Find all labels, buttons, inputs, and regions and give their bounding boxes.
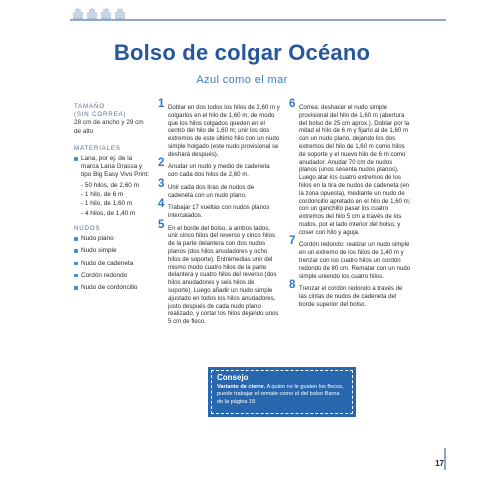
tip-lead: Variante de cierre.	[217, 384, 266, 390]
size-heading: TAMAÑO	[74, 103, 105, 110]
size-subheading: (SIN CORREA)	[74, 111, 127, 119]
knot-label: Nudo de cordoncillo	[81, 284, 138, 292]
knot-label: Nudo de cadeneta	[81, 259, 134, 267]
step-number: 7	[289, 235, 296, 248]
step-number: 5	[158, 218, 165, 231]
step-7	[289, 235, 411, 280]
step-text: En el borde del bolso, a ambos lados, unir cinco hilos del reverso y cinco hilos de la parte delantera con dos nudos planos (dos hilos anudadores y ocho hilos de soporte). Entremedias unir del mismo modo cuatro hilos de la parte delantera y cuatro hilos del reverso (dos hilos anudadores y seis hilos de soporte). Luego añadir un nudo simple ajustado en todos los hilos anudadores, justo después de cada nudo plano realizado, y cortar los hilos dejando unos 5 cm de fleco.	[168, 224, 279, 326]
step-3	[158, 177, 280, 200]
step-text: Doblar en dos todos los hilos de 2,60 m y colgarlos en el hilo de 1,60 m, de modo que los hilos colgados queden en el centro del hilo de 1,60 m; unir los dos extremos de este último hilo con un nudo simple holgado (este nudo provisional se deshará después).	[168, 104, 280, 158]
knots-heading: NUDOS	[74, 225, 101, 232]
step-text: Unir cada dos tiras de nudos de cadeneta con un nudo plano.	[168, 183, 255, 199]
steps-column-left	[158, 98, 280, 331]
step-text: Anudar un nudo y medio de cadeneta con cada dos hilos de 2,60 m.	[168, 163, 270, 179]
step-1	[158, 98, 280, 159]
step-text: Trenzar el cordón redondo a través de las cintas de nudos de cadeneta del borde superior del bolso.	[299, 285, 403, 308]
materials-column	[74, 103, 150, 296]
list-item	[74, 272, 150, 280]
step-number: 3	[158, 177, 165, 190]
materials-list	[74, 155, 150, 180]
step-2	[158, 157, 280, 179]
step-5	[158, 218, 280, 326]
list-item	[74, 155, 150, 180]
bottom-rule-vertical	[444, 448, 446, 470]
list-item: - 50 hilos, de 2,60 m	[81, 181, 139, 189]
list-item	[74, 235, 150, 243]
list-item: - 4 hilos, de 1,40 m	[81, 209, 136, 217]
bullet-icon	[74, 274, 78, 278]
step-text: Correa: deshacer el nudo simple provisional del hilo de 1,60 m (abertura del bolso de 25 cm aprox.). Doblar por la mitad el hilo de 6 m y fijarlo al de 1,60 m con un nudo plano, dejando los dos extremos del hilo de 1,60 m como hilos de soporte y el nuevo hilo de 6 m como anudador. Anudar 70 cm de nudos planos (unos sesenta nudos planos). Luego atar los cuatro extremos de los hilos en la tira de nudos de cadeneta (en la zona opuesta), mediante un nudo de cordoncillo apretado en el hilo de 1,60 m; con un ganchillo pasar los cuatro extremos del hilo 5 cm a través de los nudos, por el lado interior del bolso, y coser con hilo y aguja.	[299, 104, 411, 236]
step-number: 1	[158, 98, 165, 110]
top-rule	[70, 19, 446, 21]
page-title: Bolso de colgar Océano	[113, 40, 371, 65]
bullet-icon	[74, 157, 78, 161]
bullet-icon	[74, 286, 78, 290]
steps-column-right	[289, 98, 411, 313]
list-item	[74, 260, 150, 268]
knot-label: Nudo plano	[81, 235, 114, 243]
tip-inner	[214, 373, 350, 411]
step-text: Cordón redondo: realizar un nudo simple en un extremo de los hilos de 1,40 m y trenzar con los cuatro hilos un cordón redondo de 80 cm. Rematar con un nudo simple uniendo los cuatro hilos.	[299, 241, 411, 280]
bullet-icon	[74, 249, 78, 253]
step-8	[289, 279, 411, 308]
list-item	[74, 247, 150, 255]
step-4	[158, 198, 280, 220]
knots-list	[74, 235, 150, 292]
step-text: Trabajar 17 vueltas con nudos planos intercalados.	[168, 204, 270, 219]
tip-body: A quien no le gusten los flecos, puede trabajar el remate como el del bolso Barna de la página 18.	[217, 384, 344, 405]
knot-label: Nudo simple	[81, 247, 117, 255]
step-number: 4	[158, 198, 165, 211]
list-item: - 1 hilo, de 6 m	[81, 191, 124, 199]
materials-heading: MATERIALES	[74, 144, 121, 152]
tip-text	[214, 382, 350, 406]
step-6	[289, 98, 411, 237]
step-number: 8	[289, 279, 296, 292]
page-subtitle: Azul como el mar	[196, 74, 288, 86]
materials-sublist	[74, 182, 150, 218]
tip-box	[211, 370, 353, 414]
tip-heading: Consejo	[217, 373, 249, 382]
step-number: 6	[289, 98, 296, 110]
knot-label: Cordón redondo	[81, 271, 128, 279]
bullet-icon	[74, 262, 78, 266]
step-number: 2	[158, 157, 165, 170]
list-item	[74, 284, 150, 292]
bullet-icon	[74, 237, 78, 241]
page-number: 17	[435, 459, 444, 468]
materials-main: Lana, por ej. de la marca Lana Grassa y tipo Big Easy Vivo Print:	[81, 155, 150, 179]
size-text: 28 cm de ancho y 29 cm de alto	[74, 119, 144, 135]
list-item: - 1 hilo, de 1,60 m	[81, 200, 133, 208]
